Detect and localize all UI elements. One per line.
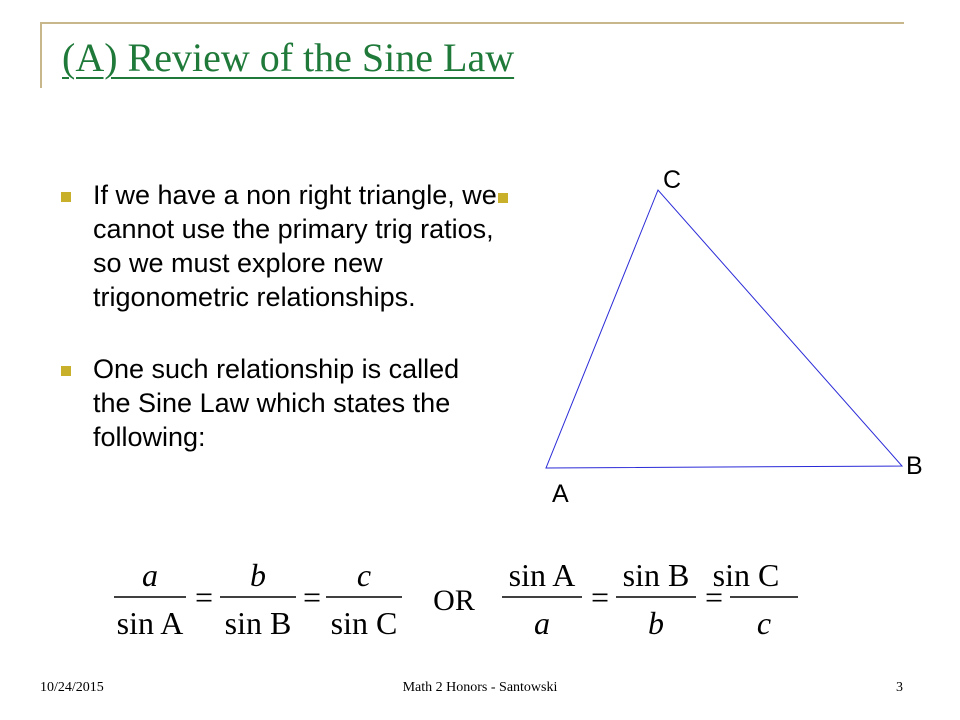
sine-law-formula xyxy=(110,556,810,642)
square-bullet-icon xyxy=(61,366,71,376)
bullet-item xyxy=(58,178,498,314)
bullet-item xyxy=(58,352,498,454)
square-bullet-icon xyxy=(498,193,508,203)
square-bullet-icon xyxy=(61,192,71,202)
footer-course-title: Math 2 Honors - Santowski xyxy=(402,680,558,695)
right-fraction-3 xyxy=(713,557,798,641)
fraction-numerator: sin C xyxy=(712,557,780,593)
vertex-label-a: A xyxy=(552,480,569,508)
fraction-numerator: sin A xyxy=(508,557,576,593)
slide-frame-top-rule xyxy=(40,22,904,24)
slide-frame-left-rule xyxy=(40,22,42,88)
fraction-denominator: b xyxy=(648,605,664,641)
fraction-denominator: c xyxy=(756,605,772,641)
bullet-text: One such relationship is called the Sine Law which states the following: xyxy=(93,354,460,452)
or-connector: OR xyxy=(433,584,475,617)
left-fraction-3 xyxy=(326,557,402,641)
fraction-numerator: c xyxy=(356,557,372,593)
fraction-denominator: sin A xyxy=(116,605,184,641)
equals-sign: = xyxy=(590,579,610,615)
right-fraction-1 xyxy=(502,557,582,641)
equals-sign: = xyxy=(704,579,724,615)
footer-date: 10/24/2015 xyxy=(40,680,104,695)
left-fraction-1 xyxy=(114,557,186,641)
slide-title: (A) Review of the Sine Law xyxy=(62,35,515,80)
bullet-text: If we have a non right triangle, we cannot use the primary trig ratios, so we must explore new trigonometric relationships. xyxy=(93,180,497,312)
equals-sign: = xyxy=(194,579,214,615)
fraction-denominator: sin C xyxy=(330,605,398,641)
fraction-numerator: a xyxy=(142,557,158,593)
triangle-shape xyxy=(546,190,902,468)
fraction-numerator: b xyxy=(250,557,266,593)
footer-page-number: 3 xyxy=(896,680,903,695)
bullet-list xyxy=(58,178,498,492)
equals-sign: = xyxy=(302,579,322,615)
fraction-denominator: a xyxy=(534,605,550,641)
fraction-numerator: sin B xyxy=(622,557,690,593)
right-fraction-2 xyxy=(616,557,696,641)
fraction-denominator: sin B xyxy=(224,605,292,641)
vertex-label-b: B xyxy=(906,452,923,480)
triangle-diagram xyxy=(540,160,940,520)
vertex-label-c: C xyxy=(663,166,682,194)
left-fraction-2 xyxy=(220,557,296,641)
